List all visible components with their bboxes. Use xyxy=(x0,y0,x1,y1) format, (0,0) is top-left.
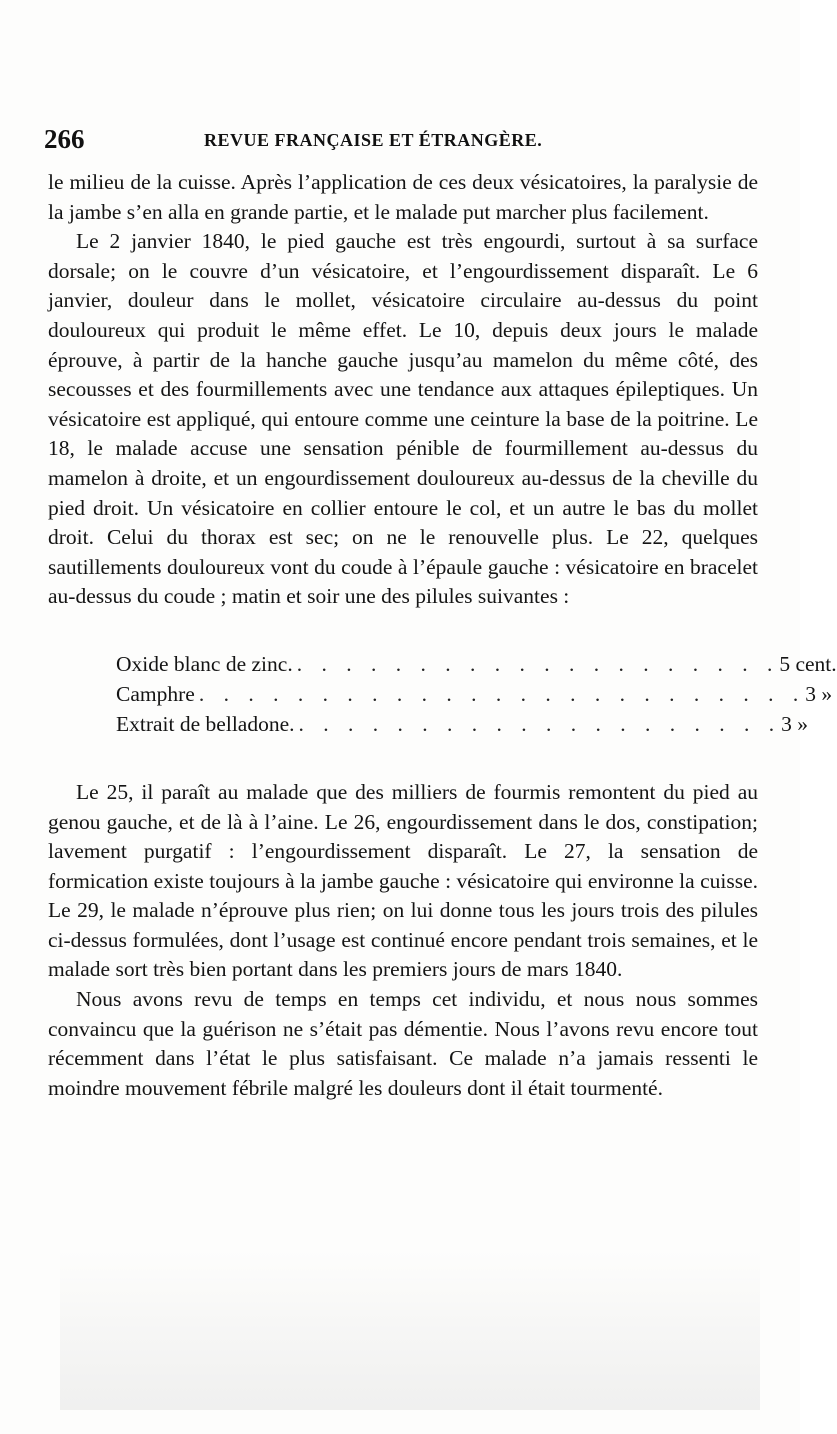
ingredient-name: Camphre xyxy=(116,681,195,706)
paragraph-case-progress: Le 2 janvier 1840, le pied gauche est très engourdi, surtout à sa surface dorsale; on le couvre d’un vésicatoire, et l’engourdissement disparaît. Le 6 janvier, douleur dans le mollet, vésicatoire circulaire au-dessus du point douloureux qui produit le même effet. Le 10, depuis deux jours le malade éprouve, à partir de la hanche gauche jusqu’au mamelon du même côté, des secousses et des fourmillements avec une tendance aux attaques épileptiques. Un vésicatoire est appliqué, qui entoure comme une ceinture la base de la poitrine. Le 18, le malade accuse une sensation pénible de fourmillement au-dessus du mamelon à droite, et un engourdissement douloureux au-dessus de la cheville du pied droit. Un vésicatoire en collier entoure le col, et un autre le bas du mollet droit. Celui du thorax est sec; on ne le renouvelle plus. Le 22, quelques sautillements douloureux vont du coude à l’épaule gauche : vésicatoire en bracelet au-dessus du coude ; matin et soir une des pilules suivantes : xyxy=(48,229,758,609)
ingredient-dose: 3 » xyxy=(805,681,833,706)
formula-row xyxy=(116,650,837,680)
page-header xyxy=(44,124,764,164)
formula-row xyxy=(116,710,808,740)
ingredient-name: Oxide blanc de zinc. xyxy=(116,651,293,676)
leader-dots: . . . . . . . . . . . . . . . . . . . . xyxy=(298,711,782,736)
pill-formula xyxy=(116,650,837,740)
page-body xyxy=(48,168,837,1103)
leader-dots: . . . . . . . . . . . . . . . . . . . . xyxy=(296,651,780,676)
ingredient-dose: 5 cent. xyxy=(779,651,837,676)
ingredient-name: Extrait de belladone. xyxy=(116,711,295,736)
show-through-shadow xyxy=(60,1250,760,1410)
page-number: 266 xyxy=(44,124,85,154)
running-head: REVUE FRANÇAISE ET ÉTRANGÈRE. xyxy=(204,130,543,150)
formula-row xyxy=(116,680,833,710)
paragraph-recovery: Le 25, il paraît au malade que des milliers de fourmis remontent du pied au genou gauche, et de là à l’aine. Le 26, engourdissement dans le dos, constipation; lavement purgatif : l’engourdissement disparaît. Le 27, la sensation de formication existe toujours à la jambe gauche : vésicatoire qui environne la cuisse. Le 29, le malade n’éprouve plus rien; on lui donne tous les jours trois des pilules ci-dessus formulées, dont l’usage est continué encore pendant trois semaines, et le malade sort très bien portant dans les premiers jours de mars 1840. xyxy=(48,779,758,982)
leader-dots: . . . . . . . . . . . . . . . . . . . . . . . . . xyxy=(198,681,806,706)
paragraph-continuation: le milieu de la cuisse. Après l’application de ces deux vésicatoires, la paralysie de la jambe s’en alla en grande partie, et le malade put marcher plus facilement. xyxy=(48,170,758,224)
ingredient-dose: 3 » xyxy=(781,711,808,736)
paragraph-conclusion: Nous avons revu de temps en temps cet individu, et nous nous sommes convaincu que la guérison ne s’était pas démentie. Nous l’avons revu encore tout récemment dans l’état le plus satisfaisant. Ce malade n’a jamais ressenti le moindre mouvement fébrile malgré les douleurs dont il était tourmenté. xyxy=(48,987,758,1100)
